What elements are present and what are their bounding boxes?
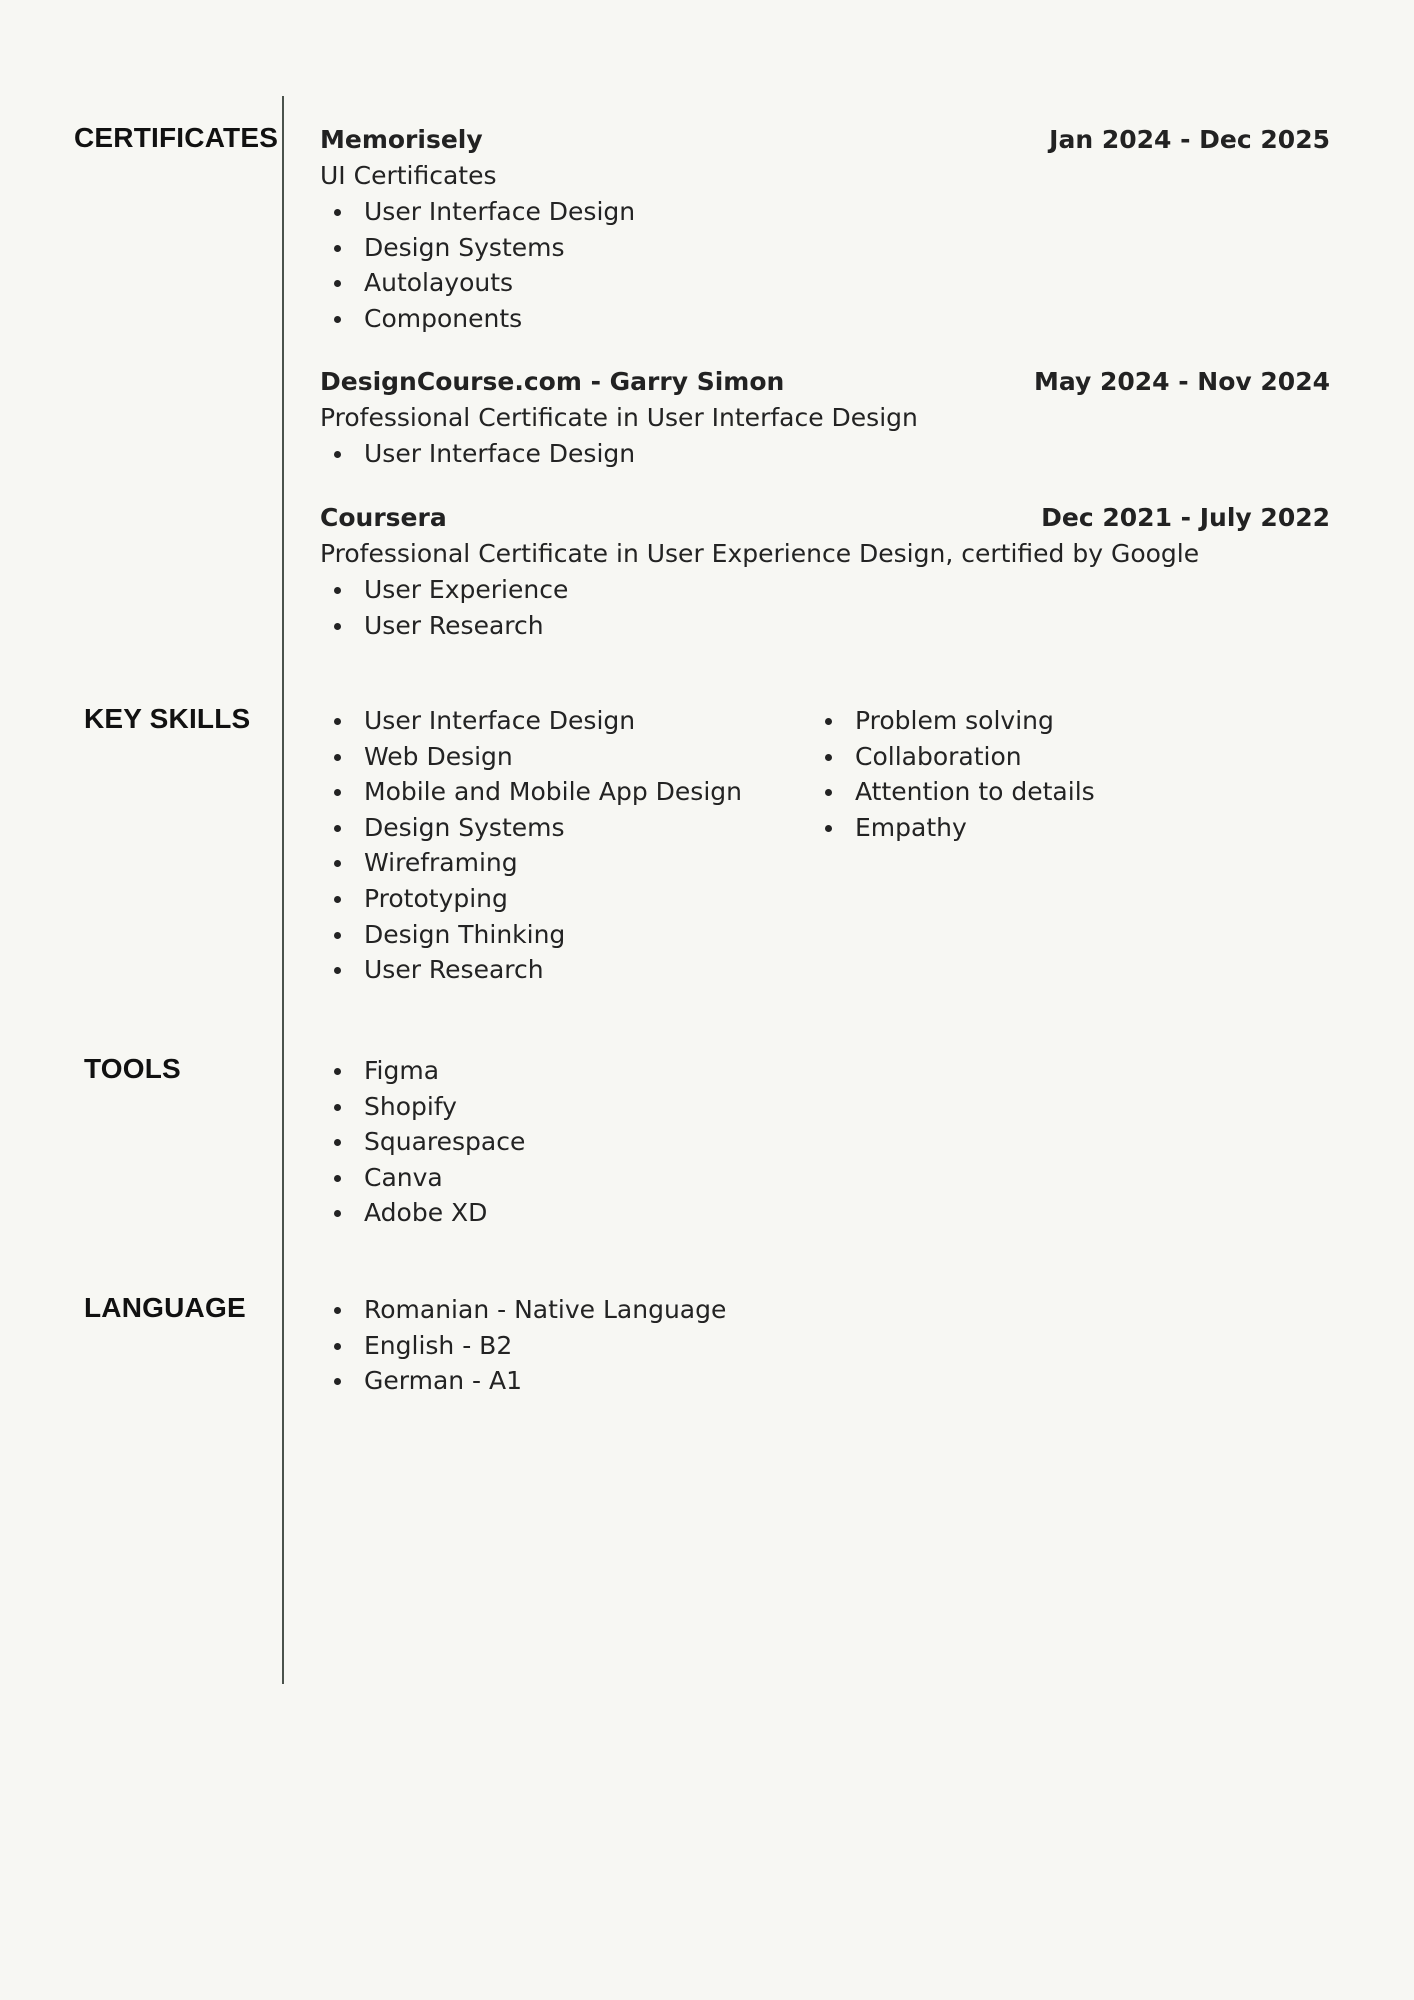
list-item: User Interface Design	[320, 194, 1330, 230]
list-item: Web Design	[320, 739, 811, 775]
list-item: User Interface Design	[320, 703, 811, 739]
list-item: Autolayouts	[320, 265, 1330, 301]
list-item: Figma	[320, 1053, 1330, 1089]
certificate-entry	[320, 364, 1330, 472]
list-item: Adobe XD	[320, 1195, 1330, 1231]
skills-column-2	[811, 703, 1095, 988]
list-item: User Research	[320, 608, 1330, 644]
certificate-dates: Jan 2024 - Dec 2025	[1049, 125, 1330, 154]
list-item: User Interface Design	[320, 436, 1330, 472]
list-item: English - B2	[320, 1328, 1330, 1364]
section-divider-line	[282, 96, 284, 1684]
list-item: Collaboration	[811, 739, 1095, 775]
list-item: Components	[320, 301, 1330, 337]
certificates-section	[320, 122, 1330, 671]
certificate-dates: May 2024 - Nov 2024	[1033, 367, 1330, 397]
section-label-language: LANGUAGE	[84, 1292, 246, 1323]
section-label-key-skills: KEY SKILLS	[84, 703, 251, 734]
list-item: Shopify	[320, 1089, 1330, 1125]
certificate-org: Coursera	[320, 502, 447, 532]
list-item: Design Systems	[320, 810, 811, 846]
list-item: Romanian - Native Language	[320, 1292, 1330, 1328]
list-item: Design Thinking	[320, 917, 811, 953]
certificate-title: Professional Certificate in User Experience Design, certified by Google	[320, 538, 1200, 568]
language-section	[320, 1292, 1330, 1399]
certificate-topics	[320, 436, 1330, 472]
list-item: Attention to details	[811, 774, 1095, 810]
list-item: User Experience	[320, 572, 1330, 608]
list-item: Prototyping	[320, 881, 811, 917]
section-label-certificates: CERTIFICATES	[74, 122, 279, 153]
list-item: Mobile and Mobile App Design	[320, 774, 811, 810]
list-item: Squarespace	[320, 1124, 1330, 1160]
list-item: German - A1	[320, 1363, 1330, 1399]
list-item: User Research	[320, 952, 811, 988]
list-item: Problem solving	[811, 703, 1095, 739]
certificate-title: Professional Certificate in User Interface Design	[320, 403, 918, 433]
list-item: Canva	[320, 1160, 1330, 1196]
certificate-title: UI Certificates	[320, 161, 497, 190]
certificate-entry	[320, 122, 1330, 336]
list-item: Wireframing	[320, 845, 811, 881]
certificate-org: DesignCourse.com - Garry Simon	[320, 367, 785, 397]
certificate-entry	[320, 500, 1330, 643]
list-item: Design Systems	[320, 230, 1330, 266]
language-list	[320, 1292, 1330, 1399]
tools-list	[320, 1053, 1330, 1231]
certificate-topics	[320, 572, 1330, 643]
certificate-topics	[320, 194, 1330, 336]
certificate-org: Memorisely	[320, 125, 483, 154]
section-label-tools: TOOLS	[84, 1053, 181, 1084]
list-item: Empathy	[811, 810, 1095, 846]
tools-section	[320, 1053, 1330, 1231]
skills-column-1	[320, 703, 811, 988]
key-skills-section	[320, 703, 1330, 988]
certificate-dates: Dec 2021 - July 2022	[1041, 502, 1330, 532]
